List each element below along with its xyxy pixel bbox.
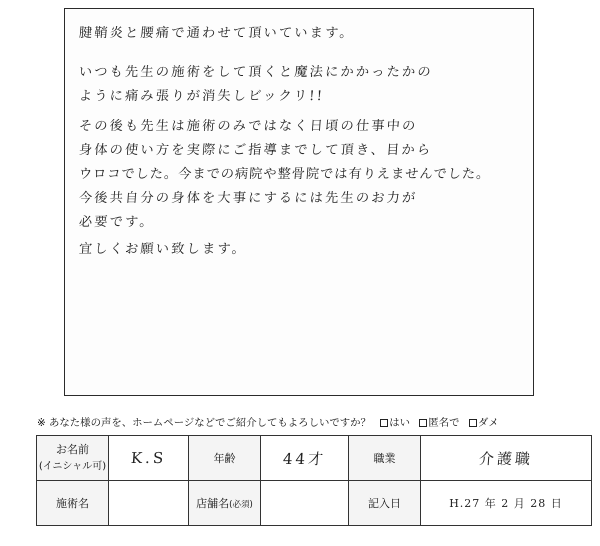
- table-row: [37, 436, 592, 481]
- age-label: 年齢: [189, 436, 261, 481]
- checkbox-icon[interactable]: [419, 419, 427, 427]
- job-field[interactable]: 介護職: [421, 436, 592, 481]
- testimonial-panel: [64, 8, 534, 396]
- checkbox-icon[interactable]: [469, 419, 477, 427]
- testimonial-line-9: 宜しくお願い致します。: [78, 242, 248, 257]
- consent-question: ※ あなた様の声を、ホームページなどでご紹介してもよろしいですか？: [37, 417, 371, 429]
- checkbox-icon[interactable]: [380, 419, 388, 427]
- consent-option-anonymous[interactable]: 匿名で: [419, 417, 459, 429]
- testimonial-line-8: 必要です。: [78, 215, 156, 230]
- info-table: [36, 435, 592, 526]
- table-row: [37, 481, 592, 526]
- job-label: 職業: [349, 436, 421, 481]
- testimonial-line-2: いつも先生の施術をして頂くと魔法にかかったかの: [78, 65, 434, 80]
- testimonial-line-1: 腱鞘炎と腰痛で通わせて頂いています。: [78, 26, 356, 41]
- testimonial-line-5: 身体の使い方を実際にご指導までして頂き、目から: [78, 143, 433, 158]
- testimonial-line-7: 今後共自分の身体を大事にするには先生のお力が: [78, 191, 418, 206]
- name-label: お名前 (イニシャル可): [37, 436, 109, 481]
- date-label: 記入日: [349, 481, 421, 526]
- required-note: (必須): [229, 500, 253, 510]
- store-label: 店舗名(必須): [189, 481, 261, 526]
- testimonial-line-6: ウロコでした。今までの病院や整骨院では有りえませんでした。: [78, 167, 491, 182]
- name-field[interactable]: K.S: [109, 436, 189, 481]
- date-field[interactable]: H.27 年 2 月 28 日: [421, 481, 592, 526]
- consent-option-no[interactable]: ダメ: [469, 417, 499, 429]
- store-field[interactable]: [261, 481, 349, 526]
- consent-option-yes[interactable]: はい: [380, 417, 410, 429]
- age-field[interactable]: 44才: [261, 436, 349, 481]
- testimonial-line-3: ように痛み張りが消失しビックリ!!: [78, 89, 325, 104]
- consent-line: [37, 414, 597, 429]
- treatment-field[interactable]: [109, 481, 189, 526]
- testimonial-line-4: その後も先生は施術のみではなく日頃の仕事中の: [78, 119, 418, 134]
- treatment-label: 施術名: [37, 481, 109, 526]
